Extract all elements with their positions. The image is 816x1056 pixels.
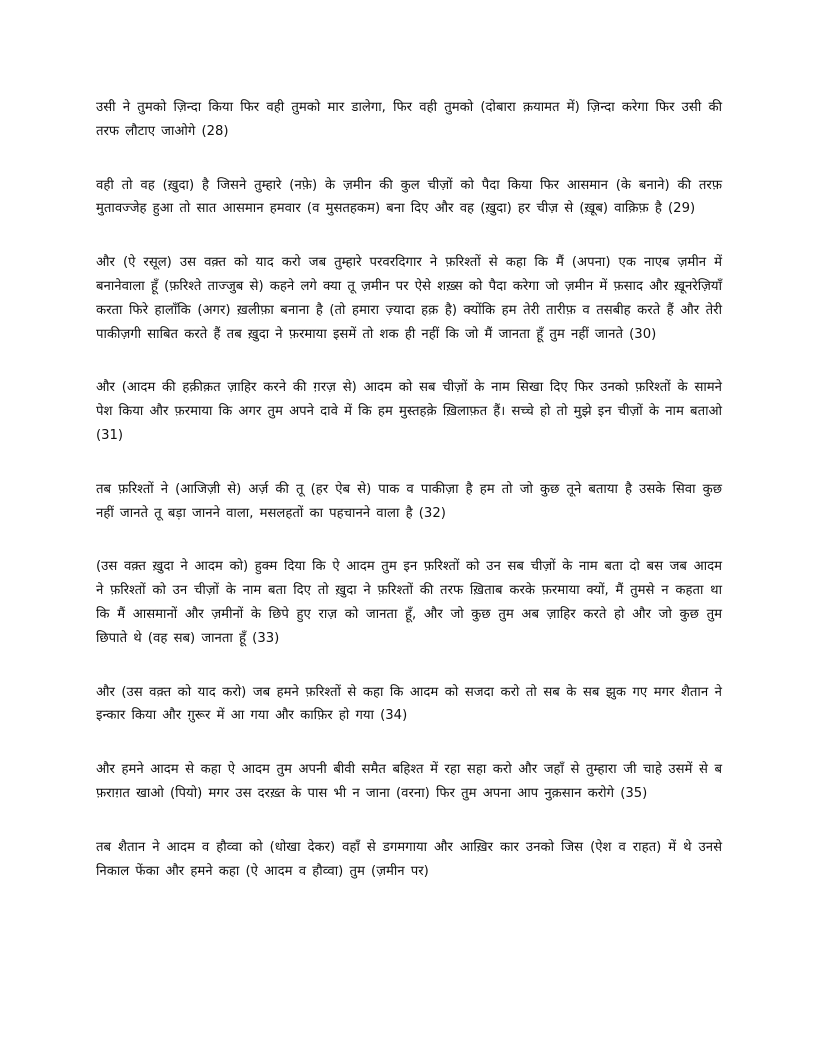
paragraph-verse-34: और (उस वक़्त को याद करो) जब हमने फ़रिश्तों से कहा कि आदम को सजदा करो तो सब के सब झुक गए मगर शैतान ने इन्कार किया और ग़ुरूर में आ गया और काफ़िर हो गया (34): [96, 684, 722, 724]
paragraph-verse-28: उसी ने तुमको ज़िन्दा किया फिर वही तुमको मार डालेगा, फिर वही तुमको (दोबारा क़यामत में) ज़िन्दा करेगा फिर उसी की तरफ लौटाए जाओगे (28): [96, 100, 722, 139]
paragraph-verse-36-partial: तब शैतान ने आदम व हौव्वा को (धोखा देकर) वहाँ से डगमगाया और आख़िर कार उनको जिस (ऐश व राहत) में थे उनसे निकाल फेंका और हमने कहा (ऐ आदम व हौव्वा) तुम (ज़मीन पर): [96, 839, 722, 879]
document-body: [96, 96, 722, 913]
paragraph-verse-35: और हमने आदम से कहा ऐ आदम तुम अपनी बीवी समैत बहिश्त में रहा सहा करो और जहाँ से तुम्हारा जी चाहे उसमें से ब फ़राग़त खाओ (पियो) मगर उस दरख़्त के पास भी न जाना (वरना) फिर तुम अपना आप नुक़सान करोगे (35): [96, 762, 722, 801]
paragraph-verse-29: वही तो वह (ख़ुदा) है जिसने तुम्हारे (नफ़े) के ज़मीन की कुल चीज़ों को पैदा किया फिर आसमान (के बनाने) की तरफ़ मुतावज्जेह हुआ तो सात आसमान हमवार (व मुसतहकम) बना दिए और वह (ख़ुदा) हर चीज़ से (ख़ूब) वाक़िफ़ है (29): [96, 177, 722, 217]
paragraph-verse-31: और (आदम की हक़ीक़त ज़ाहिर करने की ग़रज़ से) आदम को सब चीज़ों के नाम सिखा दिए फिर उनको फ़रिश्तों के सामने पेश किया और फ़रमाया कि अगर तुम अपने दावे में कि हम मुस्तहके़ ख़िलाफ़त हैं। सच्चे हो तो मुझे इन चीज़ों के नाम बताओ (31): [96, 380, 722, 443]
paragraph-verse-30: और (ऐ रसूल) उस वक़्त को याद करो जब तुम्हारे परवरदिगार ने फ़रिश्तों से कहा कि मैं (अपना) एक नाएब ज़मीन में बनानेवाला हूँ (फ़रिश्ते ताज्जुब से) कहने लगे क्या तू ज़मीन पर ऐसे शख़्स को पैदा करेगा जो ज़मीन में फ़साद और ख़ूनरेज़ियाँ करता फिरे हालाँकि (अगर) ख़लीफ़ा बनाना है (तो हमारा ज़्यादा हक़ है) क्योंकि हम तेरी तारीफ़ व तसबीह करते हैं और तेरी पाकीज़गी साबित करते हैं तब ख़ुदा ने फ़रमाया इसमें तो शक ही नहीं कि जो मैं जानता हूँ तुम नहीं जानते (30): [96, 255, 722, 342]
paragraph-verse-32: तब फ़रिश्तों ने (आजिज़ी से) अर्ज़ की तू (हर ऐब से) पाक व पाकीज़ा है हम तो जो कुछ तूने बताया है उसके सिवा कुछ नहीं जानते तू बड़ा जानने वाला, मसलहतों का पहचानने वाला है (32): [96, 481, 722, 521]
paragraph-verse-33: (उस वक़्त ख़ुदा ने आदम को) हुक्म दिया कि ऐ आदम तुम इन फ़रिश्तों को उन सब चीज़ों के नाम बता दो बस जब आदम ने फ़रिश्तों को उन चीज़ों के नाम बता दिए तो ख़ुदा ने फ़रिश्तों की तरफ ख़िताब करके फ़रमाया क्यों, मैं तुमसे न कहता था कि मैं आसमानों और ज़मीनों के छिपे हुए राज़ को जानता हूँ, और जो कुछ तुम अब ज़ाहिर करते हो और जो कुछ तुम छिपाते थे (वह सब) जानता हूँ (33): [96, 559, 722, 646]
